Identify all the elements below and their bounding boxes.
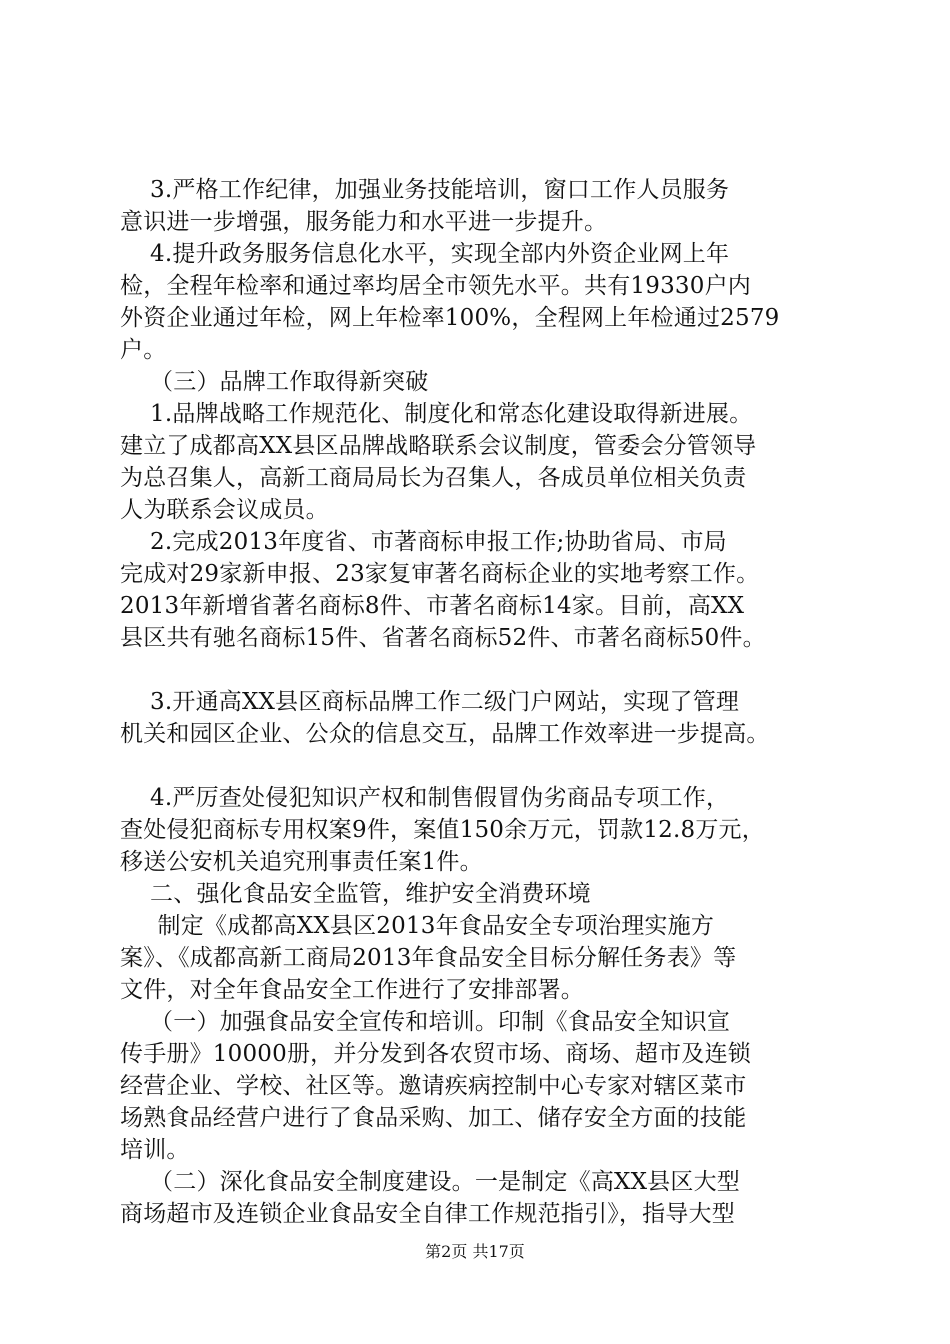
text-line: 制定《成都高XX县区2013年食品安全专项治理实施方: [120, 913, 715, 939]
text-line: 县区共有驰名商标15件、省著名商标52件、市著名商标50件。: [120, 625, 766, 651]
text-line: 检，全程年检率和通过率均居全市领先水平。共有19330户内: [120, 273, 751, 299]
text-line: 查处侵犯商标专用权案9件，案值150余万元，罚款12.8万元，: [120, 817, 765, 843]
text-line: 3.开通高XX县区商标品牌工作二级门户网站，实现了管理: [120, 689, 740, 715]
page-footer: 第2页 共17页: [425, 1242, 525, 1261]
text-line: 移送公安机关追究刑事责任案1件。: [120, 849, 483, 875]
text-line: （三）品牌工作取得新突破: [120, 369, 429, 395]
text-line: 为总召集人，高新工商局局长为召集人，各成员单位相关负责: [120, 465, 747, 491]
text-line: 人为联系会议成员。: [120, 497, 329, 523]
text-line: 外资企业通过年检，网上年检率100%，全程网上年检通过2579: [120, 305, 780, 331]
text-line: 4.严厉查处侵犯知识产权和制售假冒伪劣商品专项工作，: [120, 785, 730, 811]
text-line: （二）深化食品安全制度建设。一是制定《高XX县区大型: [120, 1169, 740, 1195]
text-line: 机关和园区企业、公众的信息交互，品牌工作效率进一步提高。: [120, 721, 770, 747]
text-line: 4.提升政务服务信息化水平，实现全部内外资企业网上年: [120, 241, 730, 267]
text-line: 建立了成都高XX县区品牌战略联系会议制度，管委会分管领导: [120, 433, 757, 459]
text-line: 2013年新增省著名商标8件、市著名商标14家。目前，高XX: [120, 593, 745, 619]
blank-line: [120, 750, 840, 782]
text-line: 场熟食品经营户进行了食品采购、加工、储存安全方面的技能: [120, 1105, 747, 1131]
text-line: 经营企业、学校、社区等。邀请疾病控制中心专家对辖区菜市: [120, 1073, 747, 1099]
text-line: 商场超市及连锁企业食品安全自律工作规范指引》，指导大型: [120, 1201, 735, 1227]
text-line: 户。: [120, 337, 167, 363]
text-line: 传手册》10000册，并分发到各农贸市场、商场、超市及连锁: [120, 1041, 751, 1067]
text-line: 二、强化食品安全监管，维护安全消费环境: [120, 881, 591, 907]
text-line: 3.严格工作纪律，加强业务技能培训，窗口工作人员服务: [120, 177, 730, 203]
text-line: 培训。: [120, 1137, 190, 1163]
text-line: 1.品牌战略工作规范化、制度化和常态化建设取得新进展。: [120, 401, 753, 427]
text-line: 2.完成2013年度省、市著商标申报工作;协助省局、市局: [120, 529, 727, 555]
document-body: [120, 174, 840, 1230]
text-line: 完成对29家新申报、23家复审著名商标企业的实地考察工作。: [120, 561, 760, 587]
text-line: 案》、《成都高新工商局2013年食品安全目标分解任务表》等: [120, 945, 737, 971]
text-line: （一）加强食品安全宣传和培训。印制《食品安全知识宣: [120, 1009, 731, 1035]
text-line: 意识进一步增强，服务能力和水平进一步提升。: [120, 209, 608, 235]
text-line: 文件，对全年食品安全工作进行了安排部署。: [120, 977, 584, 1003]
blank-line: [120, 654, 840, 686]
